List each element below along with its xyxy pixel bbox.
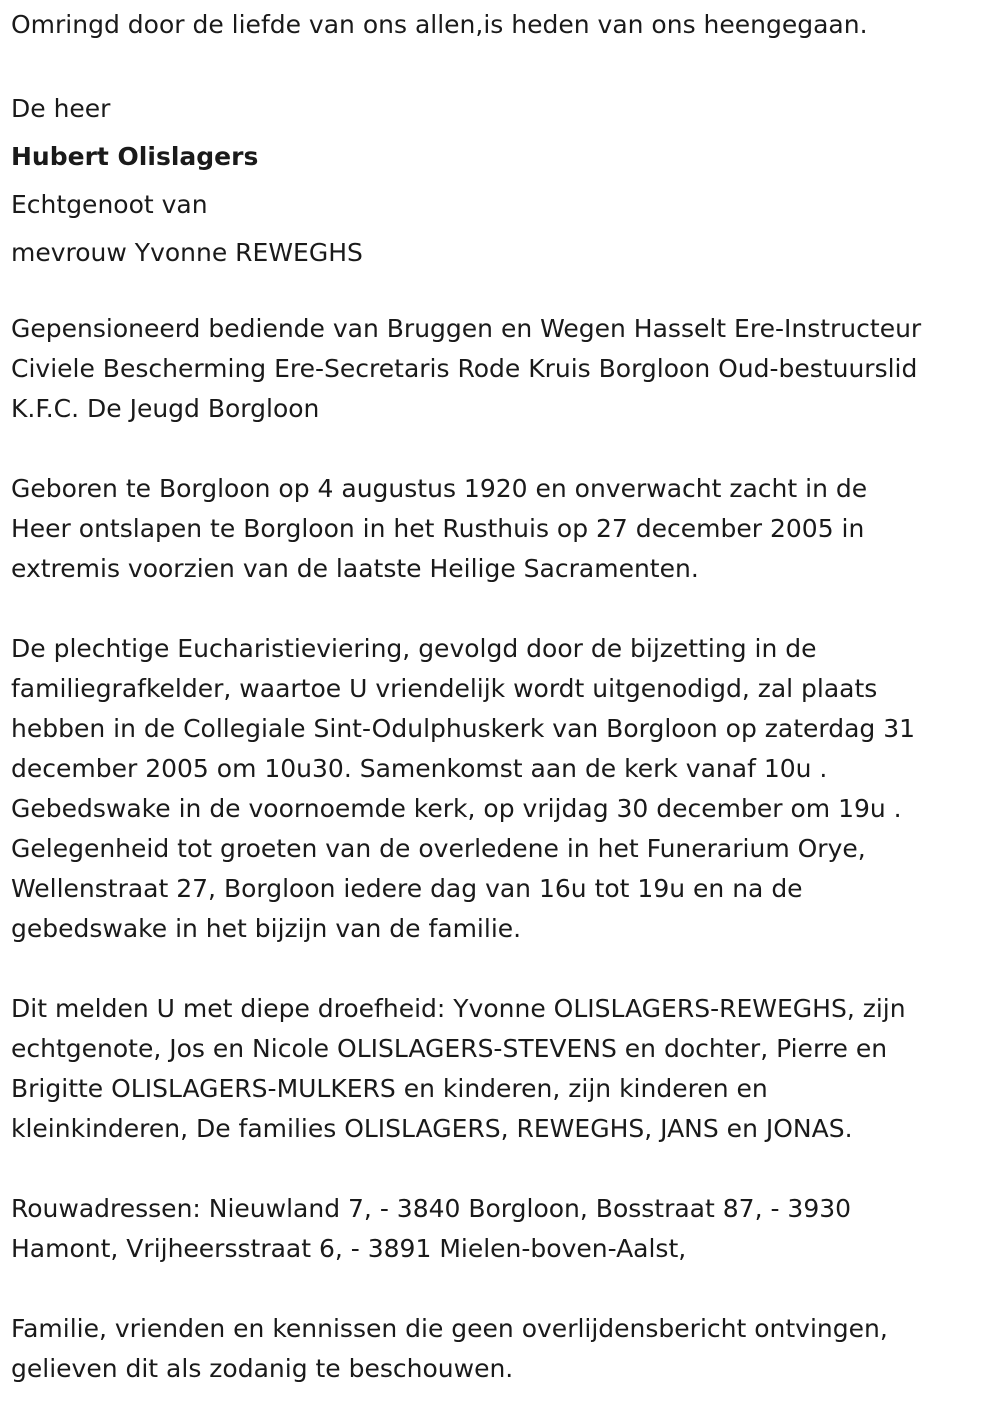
- spacer: [11, 1149, 992, 1189]
- career-line: Civiele Bescherming Ere-Secretaris Rode Kruis Borgloon Oud-bestuurslid: [11, 354, 918, 383]
- spacer: [11, 1269, 992, 1309]
- birth-death-line: Heer ontslapen te Borgloon in het Rusthuis op 27 december 2005 in: [11, 514, 865, 543]
- intro-line: Omringd door de liefde van ons allen,is heden van ons heengegaan.: [11, 10, 868, 39]
- closing-paragraph: [11, 1309, 992, 1389]
- spacer: [11, 277, 992, 309]
- ceremony-line: december 2005 om 10u30. Samenkomst aan de kerk vanaf 10u .: [11, 754, 828, 783]
- ceremony-line: Gelegenheid tot groeten van de overledene in het Funerarium Orye,: [11, 834, 866, 863]
- ceremony-line: Gebedswake in de voornoemde kerk, op vrijdag 30 december om 19u .: [11, 794, 902, 823]
- spacer: [11, 429, 992, 469]
- ceremony-paragraph: [11, 629, 992, 949]
- ceremony-line: gebedswake in het bijzijn van de familie.: [11, 914, 522, 943]
- family-line: kleinkinderen, De families OLISLAGERS, REWEGHS, JANS en JONAS.: [11, 1114, 853, 1143]
- birth-death-line: Geboren te Borgloon op 4 augustus 1920 en onverwacht zacht in de: [11, 474, 868, 503]
- career-line: Gepensioneerd bediende van Bruggen en Wegen Hasselt Ere-Instructeur: [11, 314, 922, 343]
- address-line: Rouwadressen: Nieuwland 7, - 3840 Borgloon, Bosstraat 87, - 3930: [11, 1194, 852, 1223]
- ceremony-line: De plechtige Eucharistieviering, gevolgd door de bijzetting in de: [11, 634, 817, 663]
- birth-death-paragraph: [11, 469, 992, 589]
- family-paragraph: [11, 989, 992, 1149]
- deceased-name: Hubert Olislagers: [11, 142, 259, 171]
- birth-death-line: extremis voorzien van de laatste Heilige Sacramenten.: [11, 554, 699, 583]
- closing-line: gelieven dit als zodanig te beschouwen.: [11, 1354, 514, 1383]
- ceremony-line: hebben in de Collegiale Sint-Odulphuskerk van Borgloon op zaterdag 31: [11, 714, 916, 743]
- family-line: echtgenote, Jos en Nicole OLISLAGERS-STEVENS en dochter, Pierre en: [11, 1034, 888, 1063]
- spouse-prefix: Echtgenoot van: [11, 190, 208, 219]
- addresses-paragraph: [11, 1189, 992, 1269]
- closing-line: Familie, vrienden en kennissen die geen overlijdensbericht ontvingen,: [11, 1314, 888, 1343]
- salutation: De heer: [11, 94, 111, 123]
- ceremony-line: Wellenstraat 27, Borgloon iedere dag van 16u tot 19u en na de: [11, 874, 803, 903]
- ceremony-line: familiegrafkelder, waartoe U vriendelijk wordt uitgenodigd, zal plaats: [11, 674, 878, 703]
- family-line: Dit melden U met diepe droefheid: Yvonne OLISLAGERS-REWEGHS, zijn: [11, 994, 906, 1023]
- spacer: [11, 589, 992, 629]
- career-line: K.F.C. De Jeugd Borgloon: [11, 394, 320, 423]
- spacer: [11, 45, 992, 85]
- career-paragraph: [11, 309, 992, 429]
- spouse-name: mevrouw Yvonne REWEGHS: [11, 238, 363, 267]
- spacer: [11, 949, 992, 989]
- family-line: Brigitte OLISLAGERS-MULKERS en kinderen, zijn kinderen en: [11, 1074, 768, 1103]
- address-line: Hamont, Vrijheersstraat 6, - 3891 Mielen-boven-Aalst,: [11, 1234, 687, 1263]
